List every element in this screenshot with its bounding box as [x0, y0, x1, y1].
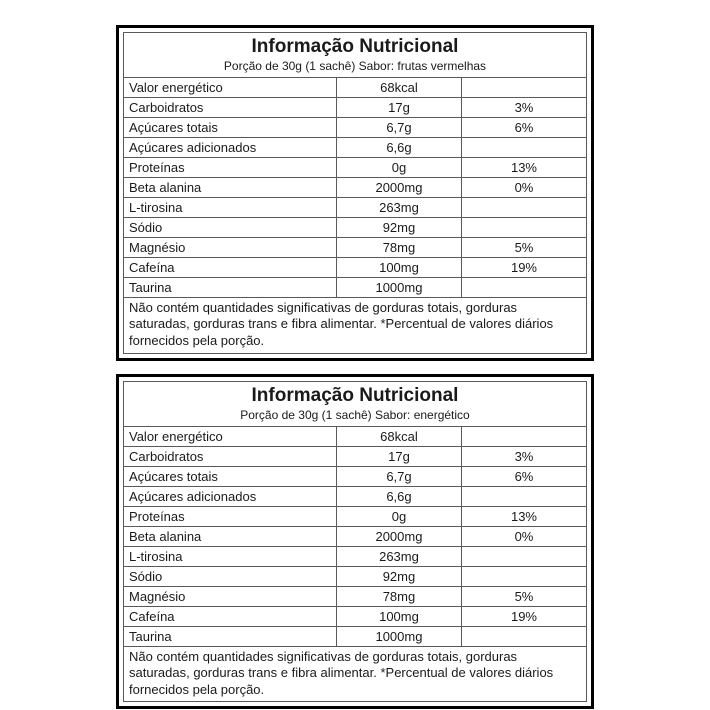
table-row — [124, 566, 587, 586]
row-amount-cell: 1000mg — [336, 626, 461, 646]
row-dv-cell — [461, 217, 586, 237]
nutrition-facts-table — [123, 381, 587, 703]
row-dv-cell: 6% — [461, 466, 586, 486]
row-amount-cell: 263mg — [336, 197, 461, 217]
row-amount-cell: 78mg — [336, 237, 461, 257]
table-row — [124, 486, 587, 506]
table-row — [124, 546, 587, 566]
row-dv-cell — [461, 546, 586, 566]
row-label-cell: Beta alanina — [124, 177, 337, 197]
table-row — [124, 277, 587, 297]
nutrition-table-energetico — [116, 374, 594, 710]
row-label-cell: Açúcares adicionados — [124, 486, 337, 506]
row-label-cell: Magnésio — [124, 586, 337, 606]
table-header-row — [124, 33, 587, 78]
table-row — [124, 426, 587, 446]
table-row — [124, 606, 587, 626]
table-footnote: Não contém quantidades significativas de gorduras totais, gorduras saturadas, gorduras trans e fibra alimentar. *Percentual de valores diários fornecidos pela porção. — [124, 297, 587, 353]
row-amount-cell: 17g — [336, 97, 461, 117]
table-footnote: Não contém quantidades significativas de gorduras totais, gorduras saturadas, gorduras trans e fibra alimentar. *Percentual de valores diários fornecidos pela porção. — [124, 646, 587, 702]
table-subtitle: Porção de 30g (1 sachê) Sabor: energético — [240, 407, 470, 422]
row-label-cell: Beta alanina — [124, 526, 337, 546]
table-row — [124, 237, 587, 257]
table-row — [124, 446, 587, 466]
table-row — [124, 586, 587, 606]
row-amount-cell: 2000mg — [336, 177, 461, 197]
table-header-cell — [124, 381, 587, 426]
row-label-cell: Proteínas — [124, 506, 337, 526]
row-dv-cell — [461, 626, 586, 646]
row-amount-cell: 68kcal — [336, 77, 461, 97]
row-dv-cell: 3% — [461, 446, 586, 466]
row-label-cell: Carboidratos — [124, 446, 337, 466]
row-amount-cell: 92mg — [336, 566, 461, 586]
row-label-cell: Proteínas — [124, 157, 337, 177]
row-label-cell: Valor energético — [124, 77, 337, 97]
row-amount-cell: 17g — [336, 446, 461, 466]
nutrition-facts-table — [123, 32, 587, 354]
row-amount-cell: 0g — [336, 506, 461, 526]
row-dv-cell: 6% — [461, 117, 586, 137]
row-amount-cell: 78mg — [336, 586, 461, 606]
row-label-cell: Açúcares totais — [124, 117, 337, 137]
row-label-cell: Cafeína — [124, 606, 337, 626]
table-subtitle: Porção de 30g (1 sachê) Sabor: frutas vermelhas — [223, 58, 487, 73]
row-label-cell: Açúcares totais — [124, 466, 337, 486]
row-label-cell: Carboidratos — [124, 97, 337, 117]
row-label-cell: L-tirosina — [124, 197, 337, 217]
table-row — [124, 197, 587, 217]
table-header-cell — [124, 33, 587, 78]
table-header-row — [124, 381, 587, 426]
row-amount-cell: 2000mg — [336, 526, 461, 546]
nutrition-rows — [124, 426, 587, 646]
row-dv-cell: 0% — [461, 526, 586, 546]
table-row — [124, 137, 587, 157]
table-row — [124, 97, 587, 117]
row-amount-cell: 6,6g — [336, 486, 461, 506]
footnote-row — [124, 646, 587, 702]
row-dv-cell: 19% — [461, 257, 586, 277]
table-row — [124, 626, 587, 646]
table-row — [124, 77, 587, 97]
table-row — [124, 466, 587, 486]
row-dv-cell: 3% — [461, 97, 586, 117]
table-title: Informação Nutricional — [251, 36, 459, 57]
table-row — [124, 257, 587, 277]
row-amount-cell: 100mg — [336, 606, 461, 626]
row-label-cell: Sódio — [124, 217, 337, 237]
row-dv-cell: 13% — [461, 506, 586, 526]
row-amount-cell: 6,7g — [336, 117, 461, 137]
row-label-cell: L-tirosina — [124, 546, 337, 566]
table-row — [124, 526, 587, 546]
row-amount-cell: 6,6g — [336, 137, 461, 157]
table-row — [124, 177, 587, 197]
table-row — [124, 506, 587, 526]
row-amount-cell: 0g — [336, 157, 461, 177]
nutrition-table-frutas-vermelhas — [116, 25, 594, 361]
row-dv-cell — [461, 566, 586, 586]
row-dv-cell: 0% — [461, 177, 586, 197]
row-dv-cell — [461, 197, 586, 217]
row-amount-cell: 92mg — [336, 217, 461, 237]
table-row — [124, 157, 587, 177]
row-label-cell: Taurina — [124, 626, 337, 646]
row-label-cell: Cafeína — [124, 257, 337, 277]
row-dv-cell — [461, 137, 586, 157]
row-dv-cell — [461, 277, 586, 297]
row-dv-cell: 5% — [461, 586, 586, 606]
row-label-cell: Açúcares adicionados — [124, 137, 337, 157]
row-amount-cell: 6,7g — [336, 466, 461, 486]
row-dv-cell: 5% — [461, 237, 586, 257]
nutrition-rows — [124, 77, 587, 297]
table-title: Informação Nutricional — [251, 384, 459, 406]
row-dv-cell: 19% — [461, 606, 586, 626]
row-dv-cell — [461, 426, 586, 446]
table-row — [124, 117, 587, 137]
row-label-cell: Valor energético — [124, 426, 337, 446]
row-dv-cell — [461, 486, 586, 506]
table-row — [124, 217, 587, 237]
footnote-row — [124, 297, 587, 353]
row-label-cell: Sódio — [124, 566, 337, 586]
row-dv-cell: 13% — [461, 157, 586, 177]
row-label-cell: Taurina — [124, 277, 337, 297]
row-amount-cell: 1000mg — [336, 277, 461, 297]
row-amount-cell: 100mg — [336, 257, 461, 277]
row-amount-cell: 263mg — [336, 546, 461, 566]
row-amount-cell: 68kcal — [336, 426, 461, 446]
row-label-cell: Magnésio — [124, 237, 337, 257]
row-dv-cell — [461, 77, 586, 97]
